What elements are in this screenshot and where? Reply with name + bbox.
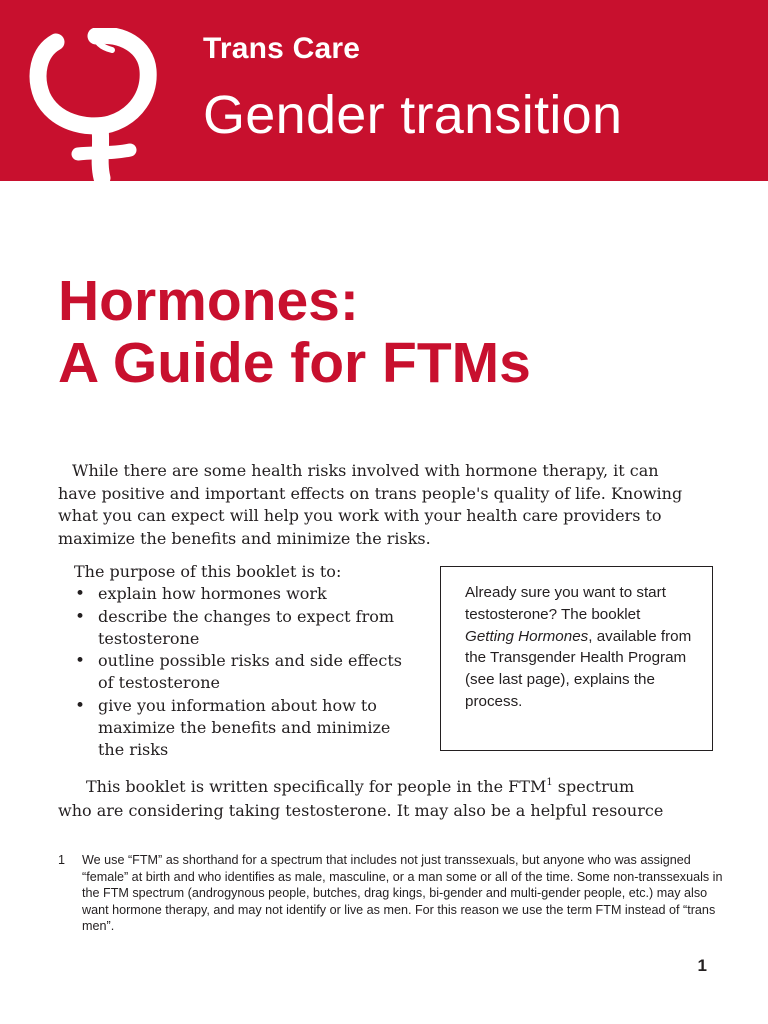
callout-booklet-title: Getting Hormones	[465, 627, 589, 645]
main-title	[58, 270, 531, 394]
purpose-list-block	[74, 561, 404, 762]
footnote-reference: 1	[546, 777, 553, 788]
main-title-line-2: A Guide for FTMs	[58, 331, 531, 395]
callout-text-after: , available from the Transgender Health Program (see last page), explains the process.	[465, 627, 692, 710]
header-kicker: Trans Care	[203, 32, 361, 65]
footnote	[58, 852, 728, 935]
footnote-number: 1	[58, 853, 66, 867]
intro-paragraph: While there are some health risks involved with hormone therapy, it can have positive and important effects on trans people's quality of life. Knowing what you can expect will help you work with your health care providers to maximize the benefits and minimize the risks.	[58, 461, 683, 548]
header-title: Gender transition	[203, 85, 623, 145]
callout-text-before: Already sure you want to start testosterone? The booklet	[465, 584, 666, 623]
list-item: • describe the changes to expect from testosterone	[74, 606, 404, 651]
audience-line-1-end: spectrum	[552, 777, 635, 796]
audience-line-2: who are considering taking testosterone. It may also be a helpful resource	[58, 801, 664, 820]
list-item: • outline possible risks and side effects of testosterone	[74, 650, 404, 695]
list-item: • explain how hormones work	[74, 583, 404, 605]
audience-line-1: This booklet is written specifically for people in the FTM	[86, 777, 547, 796]
audience-paragraph	[58, 771, 718, 823]
purpose-lead: The purpose of this booklet is to:	[74, 562, 342, 581]
footnote-text: We use “FTM” as shorthand for a spectrum that includes not just transsexuals, but anyone who was assigned “female” at birth and who identifies as male, masculine, or a man some or all of the time. Some non-transsexuals in the FTM spectrum (androgynous people, butches, drag kings, bi-gender and multi-gender people, etc.) may also want hormone therapy, and may not identify or live as men. For this reason we use the term FTM instead of “trans men”.	[82, 853, 723, 934]
list-item: • give you information about how to maximize the benefits and minimize the risks	[74, 695, 404, 762]
page-number: 1	[697, 956, 707, 975]
main-title-line-1: Hormones:	[58, 269, 359, 333]
callout-box	[440, 566, 713, 751]
gender-symbol-icon	[26, 28, 166, 238]
purpose-list	[74, 583, 404, 761]
